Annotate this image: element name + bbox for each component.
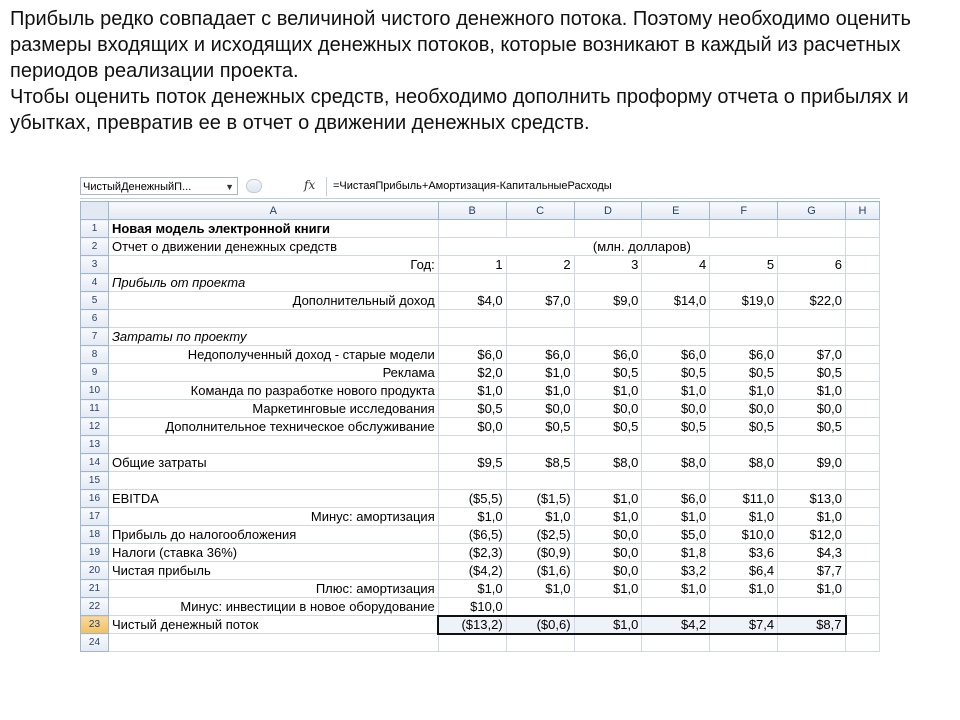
value-cell[interactable]: $10,0	[710, 526, 778, 544]
value-cell[interactable]: $1,0	[710, 382, 778, 400]
row-header[interactable]: 5	[81, 292, 109, 310]
value-cell[interactable]: $9,5	[438, 454, 506, 472]
row-label-cell[interactable]: Прибыль от проекта	[108, 274, 438, 292]
value-cell[interactable]	[778, 328, 846, 346]
value-cell[interactable]	[506, 436, 574, 454]
value-cell[interactable]: 5	[710, 256, 778, 274]
value-cell[interactable]: $1,0	[438, 508, 506, 526]
value-cell[interactable]: $1,0	[642, 508, 710, 526]
value-cell[interactable]: $4,3	[778, 544, 846, 562]
row-header[interactable]: 22	[81, 598, 109, 616]
row-header[interactable]: 15	[81, 472, 109, 490]
empty-cell[interactable]	[846, 328, 880, 346]
row-label-cell[interactable]: Минус: инвестиции в новое оборудование	[108, 598, 438, 616]
row-label-cell[interactable]: Затраты по проекту	[108, 328, 438, 346]
value-cell[interactable]: $1,0	[778, 580, 846, 598]
column-header-a[interactable]: A	[108, 202, 438, 220]
value-cell[interactable]: $0,5	[438, 400, 506, 418]
row-label-cell[interactable]: Налоги (ставка 36%)	[108, 544, 438, 562]
table-row	[81, 616, 880, 634]
row-header[interactable]: 11	[81, 400, 109, 418]
value-cell[interactable]	[710, 472, 778, 490]
value-cell[interactable]	[778, 472, 846, 490]
value-cell[interactable]	[642, 310, 710, 328]
value-cell[interactable]	[778, 274, 846, 292]
row-header[interactable]: 19	[81, 544, 109, 562]
value-cell[interactable]: $1,0	[506, 382, 574, 400]
value-cell[interactable]: $14,0	[642, 292, 710, 310]
value-cell[interactable]: $19,0	[710, 292, 778, 310]
table-row	[81, 328, 880, 346]
value-cell[interactable]: $0,5	[574, 364, 642, 382]
row-label-cell[interactable]: Чистая прибыль	[108, 562, 438, 580]
value-cell[interactable]: $0,0	[642, 400, 710, 418]
name-box-value: ЧистыйДенежныйП...	[83, 181, 192, 193]
value-cell[interactable]: $6,0	[642, 346, 710, 364]
value-cell[interactable]: ($6,5)	[438, 526, 506, 544]
column-header-d[interactable]: D	[574, 202, 642, 220]
value-cell[interactable]: $6,0	[710, 346, 778, 364]
value-cell[interactable]: $3,2	[642, 562, 710, 580]
value-cell[interactable]	[710, 220, 778, 238]
empty-cell[interactable]	[846, 580, 880, 598]
column-header-h[interactable]: H	[846, 202, 880, 220]
row-label-cell[interactable]: Чистый денежный поток	[108, 616, 438, 634]
table-row	[81, 256, 880, 274]
value-cell[interactable]	[710, 310, 778, 328]
value-cell[interactable]	[710, 328, 778, 346]
empty-cell[interactable]	[846, 436, 880, 454]
value-cell[interactable]: $7,0	[778, 346, 846, 364]
empty-cell[interactable]	[846, 526, 880, 544]
formula-expand-icon[interactable]	[246, 179, 262, 193]
row-header[interactable]: 20	[81, 562, 109, 580]
value-cell[interactable]: $1,0	[642, 382, 710, 400]
empty-cell[interactable]	[846, 274, 880, 292]
value-cell[interactable]: $1,0	[506, 580, 574, 598]
value-cell[interactable]: $0,5	[778, 418, 846, 436]
value-cell[interactable]: $0,0	[710, 400, 778, 418]
value-cell[interactable]: $0,5	[642, 364, 710, 382]
value-cell[interactable]: $0,5	[574, 418, 642, 436]
row-header[interactable]: 23	[81, 616, 109, 634]
value-cell[interactable]: $1,0	[574, 580, 642, 598]
value-cell[interactable]: $6,0	[506, 346, 574, 364]
value-cell[interactable]	[642, 472, 710, 490]
name-box[interactable]	[80, 177, 238, 195]
value-cell[interactable]: ($0,6)	[506, 616, 574, 634]
row-header[interactable]: 8	[81, 346, 109, 364]
row-header[interactable]: 21	[81, 580, 109, 598]
slide-text	[10, 6, 950, 136]
value-cell[interactable]	[438, 328, 506, 346]
table-row	[81, 292, 880, 310]
empty-cell[interactable]	[846, 598, 880, 616]
value-cell[interactable]: $13,0	[778, 490, 846, 508]
empty-cell[interactable]	[846, 508, 880, 526]
spreadsheet-window	[80, 176, 880, 682]
value-cell[interactable]: $7,7	[778, 562, 846, 580]
value-cell[interactable]	[438, 634, 506, 652]
row-label-cell[interactable]: Команда по разработке нового продукта	[108, 382, 438, 400]
value-cell[interactable]: $5,0	[642, 526, 710, 544]
intro-paragraph-2: Чтобы оценить поток денежных средств, необходимо дополнить проформу отчета о прибылях и убытках, превратив ее в отчет о движении денежных средств.	[10, 86, 909, 134]
value-cell[interactable]: $1,0	[438, 382, 506, 400]
value-cell[interactable]: $0,0	[574, 526, 642, 544]
value-cell[interactable]: $0,0	[574, 544, 642, 562]
value-cell[interactable]	[778, 310, 846, 328]
table-row	[81, 472, 880, 490]
row-header[interactable]: 13	[81, 436, 109, 454]
empty-cell[interactable]	[846, 346, 880, 364]
empty-cell[interactable]	[846, 292, 880, 310]
row-header[interactable]: 10	[81, 382, 109, 400]
formula-bar	[80, 176, 880, 199]
row-header[interactable]: 2	[81, 238, 109, 256]
row-header[interactable]: 14	[81, 454, 109, 472]
value-cell[interactable]: ($5,5)	[438, 490, 506, 508]
row-header[interactable]: 24	[81, 634, 109, 652]
value-cell[interactable]: $0,5	[506, 418, 574, 436]
value-cell[interactable]: $0,5	[778, 364, 846, 382]
row-label-cell[interactable]	[108, 634, 438, 652]
sheet-grid[interactable]	[80, 201, 880, 652]
value-cell[interactable]: ($4,2)	[438, 562, 506, 580]
value-cell[interactable]: $1,0	[778, 382, 846, 400]
value-cell[interactable]: $22,0	[778, 292, 846, 310]
row-header[interactable]: 9	[81, 364, 109, 382]
value-cell[interactable]: $8,7	[778, 616, 846, 634]
table-row	[81, 364, 880, 382]
empty-cell[interactable]	[846, 544, 880, 562]
row-label-cell[interactable]: Отчет о движении денежных средств	[108, 238, 438, 256]
column-header-c[interactable]: C	[506, 202, 574, 220]
value-cell[interactable]: $0,0	[506, 400, 574, 418]
value-cell[interactable]	[438, 310, 506, 328]
table-row	[81, 598, 880, 616]
value-cell[interactable]: $4,0	[438, 292, 506, 310]
value-cell[interactable]: $6,0	[574, 346, 642, 364]
value-cell[interactable]	[574, 436, 642, 454]
row-label-cell[interactable]: Маркетинговые исследования	[108, 400, 438, 418]
value-cell[interactable]	[438, 472, 506, 490]
table-row	[81, 634, 880, 652]
table-row	[81, 454, 880, 472]
value-cell[interactable]: $0,5	[710, 418, 778, 436]
row-header[interactable]: 3	[81, 256, 109, 274]
row-header[interactable]: 1	[81, 220, 109, 238]
value-cell[interactable]	[642, 220, 710, 238]
value-cell[interactable]	[642, 274, 710, 292]
value-cell[interactable]: $1,0	[778, 508, 846, 526]
table-row	[81, 418, 880, 436]
sheet-rows	[81, 220, 880, 652]
value-cell[interactable]: $6,0	[642, 490, 710, 508]
value-cell[interactable]	[506, 328, 574, 346]
value-cell[interactable]: $1,0	[574, 508, 642, 526]
table-row	[81, 382, 880, 400]
table-row	[81, 346, 880, 364]
value-cell[interactable]	[642, 436, 710, 454]
value-cell[interactable]	[710, 634, 778, 652]
empty-cell[interactable]	[846, 634, 880, 652]
row-header[interactable]: 4	[81, 274, 109, 292]
value-cell[interactable]	[710, 598, 778, 616]
value-cell[interactable]	[574, 310, 642, 328]
value-cell[interactable]	[506, 598, 574, 616]
column-header-b[interactable]: B	[438, 202, 506, 220]
table-row	[81, 580, 880, 598]
row-header[interactable]: 12	[81, 418, 109, 436]
chevron-down-icon[interactable]: ▼	[225, 182, 234, 192]
value-cell[interactable]	[778, 598, 846, 616]
value-cell[interactable]	[574, 634, 642, 652]
empty-cell[interactable]	[846, 472, 880, 490]
value-cell[interactable]: $8,5	[506, 454, 574, 472]
value-cell[interactable]: $1,0	[506, 364, 574, 382]
value-cell[interactable]	[506, 220, 574, 238]
row-label-cell[interactable]: Общие затраты	[108, 454, 438, 472]
formula-input[interactable]: =ЧистаяПрибыль+Амортизация-КапитальныеРасходы	[326, 177, 880, 196]
value-cell[interactable]	[506, 310, 574, 328]
table-row	[81, 400, 880, 418]
value-cell[interactable]: $1,8	[642, 544, 710, 562]
empty-cell[interactable]	[846, 400, 880, 418]
column-header-row	[81, 202, 880, 220]
value-cell[interactable]	[574, 328, 642, 346]
value-cell[interactable]: ($2,5)	[506, 526, 574, 544]
value-cell[interactable]	[574, 220, 642, 238]
empty-cell[interactable]	[846, 364, 880, 382]
value-cell[interactable]	[574, 598, 642, 616]
value-cell[interactable]: $2,0	[438, 364, 506, 382]
value-cell[interactable]	[642, 598, 710, 616]
sheet-grid-container	[80, 201, 880, 652]
empty-cell[interactable]	[846, 256, 880, 274]
row-label-cell[interactable]: Прибыль до налогообложения	[108, 526, 438, 544]
value-cell[interactable]	[778, 220, 846, 238]
empty-cell[interactable]	[846, 562, 880, 580]
empty-cell[interactable]	[846, 616, 880, 634]
value-cell[interactable]: 3	[574, 256, 642, 274]
value-cell[interactable]: $8,0	[642, 454, 710, 472]
row-label-cell[interactable]: Недополученный доход - старые модели	[108, 346, 438, 364]
value-cell[interactable]: $0,5	[642, 418, 710, 436]
intro-paragraph-1: Прибыль редко совпадает с величиной чистого денежного потока. Поэтому необходимо оценить размеры входящих и исходящих денежных потоков, которые возникают в каждый из расчетных периодов реализации проекта.	[10, 8, 911, 82]
value-cell[interactable]	[642, 328, 710, 346]
table-row	[81, 544, 880, 562]
value-cell[interactable]: ($1,6)	[506, 562, 574, 580]
row-label-cell[interactable]: Дополнительный доход	[108, 292, 438, 310]
value-cell[interactable]: ($2,3)	[438, 544, 506, 562]
value-cell[interactable]: $0,5	[710, 364, 778, 382]
row-label-cell[interactable]: Плюс: амортизация	[108, 580, 438, 598]
column-header-f[interactable]: F	[710, 202, 778, 220]
value-cell[interactable]: 6	[778, 256, 846, 274]
value-cell[interactable]: $8,0	[710, 454, 778, 472]
row-label-cell[interactable]: Минус: амортизация	[108, 508, 438, 526]
table-row	[81, 508, 880, 526]
value-cell[interactable]	[506, 472, 574, 490]
table-row	[81, 310, 880, 328]
value-cell[interactable]: $6,4	[710, 562, 778, 580]
value-cell[interactable]: $7,4	[710, 616, 778, 634]
value-cell[interactable]: $1,0	[574, 616, 642, 634]
value-cell[interactable]: $0,0	[438, 418, 506, 436]
value-cell[interactable]	[438, 220, 506, 238]
table-row	[81, 274, 880, 292]
value-cell[interactable]: $12,0	[778, 526, 846, 544]
empty-cell[interactable]	[846, 490, 880, 508]
value-cell[interactable]: $6,0	[438, 346, 506, 364]
row-label-cell[interactable]: Год:	[108, 256, 438, 274]
value-cell[interactable]	[778, 634, 846, 652]
row-header[interactable]: 18	[81, 526, 109, 544]
value-cell[interactable]: $0,0	[574, 400, 642, 418]
row-label-cell[interactable]	[108, 310, 438, 328]
value-cell[interactable]: ($0,9)	[506, 544, 574, 562]
value-cell[interactable]: $7,0	[506, 292, 574, 310]
table-row	[81, 220, 880, 238]
value-cell[interactable]: 1	[438, 256, 506, 274]
column-header-g[interactable]: G	[778, 202, 846, 220]
row-label-cell[interactable]: Новая модель электронной книги	[108, 220, 438, 238]
value-cell[interactable]: $4,2	[642, 616, 710, 634]
empty-cell[interactable]	[846, 382, 880, 400]
table-row	[81, 238, 880, 256]
value-cell[interactable]: $3,6	[710, 544, 778, 562]
value-cell[interactable]: $8,0	[574, 454, 642, 472]
value-cell[interactable]: $1,0	[506, 508, 574, 526]
table-row	[81, 436, 880, 454]
table-row	[81, 562, 880, 580]
value-cell[interactable]	[438, 436, 506, 454]
value-cell[interactable]: $0,0	[778, 400, 846, 418]
table-row	[81, 490, 880, 508]
value-cell[interactable]	[574, 274, 642, 292]
row-label-cell[interactable]	[108, 472, 438, 490]
value-cell[interactable]: ($13,2)	[438, 616, 506, 634]
value-cell[interactable]: $1,0	[574, 490, 642, 508]
empty-cell[interactable]	[846, 310, 880, 328]
value-cell[interactable]	[710, 274, 778, 292]
value-cell[interactable]: $9,0	[574, 292, 642, 310]
value-cell[interactable]	[438, 274, 506, 292]
value-cell[interactable]: $11,0	[710, 490, 778, 508]
value-cell[interactable]: $9,0	[778, 454, 846, 472]
value-cell[interactable]	[778, 436, 846, 454]
value-cell[interactable]	[574, 472, 642, 490]
row-label-cell[interactable]	[108, 436, 438, 454]
value-cell[interactable]	[506, 274, 574, 292]
value-cell[interactable]: ($1,5)	[506, 490, 574, 508]
value-cell[interactable]	[642, 634, 710, 652]
value-cell[interactable]: $1,0	[710, 508, 778, 526]
value-cell[interactable]: $10,0	[438, 598, 506, 616]
value-cell[interactable]: $1,0	[642, 580, 710, 598]
empty-cell[interactable]	[846, 220, 880, 238]
table-row	[81, 526, 880, 544]
value-cell[interactable]: $1,0	[438, 580, 506, 598]
row-header[interactable]: 7	[81, 328, 109, 346]
row-label-cell[interactable]: EBITDA	[108, 490, 438, 508]
row-label-cell[interactable]: Дополнительное техническое обслуживание	[108, 418, 438, 436]
units-cell[interactable]: (млн. долларов)	[438, 238, 845, 256]
value-cell[interactable]: $1,0	[574, 382, 642, 400]
row-header[interactable]: 16	[81, 490, 109, 508]
row-header[interactable]: 6	[81, 310, 109, 328]
value-cell[interactable]: 2	[506, 256, 574, 274]
fx-icon[interactable]: fx	[304, 178, 316, 192]
row-label-cell[interactable]: Реклама	[108, 364, 438, 382]
row-header[interactable]: 17	[81, 508, 109, 526]
value-cell[interactable]: $0,0	[574, 562, 642, 580]
value-cell[interactable]	[506, 634, 574, 652]
value-cell[interactable]: $1,0	[710, 580, 778, 598]
select-all-corner[interactable]	[81, 202, 109, 220]
value-cell[interactable]	[710, 436, 778, 454]
value-cell[interactable]: 4	[642, 256, 710, 274]
column-header-e[interactable]: E	[642, 202, 710, 220]
empty-cell[interactable]	[846, 238, 880, 256]
empty-cell[interactable]	[846, 454, 880, 472]
empty-cell[interactable]	[846, 418, 880, 436]
